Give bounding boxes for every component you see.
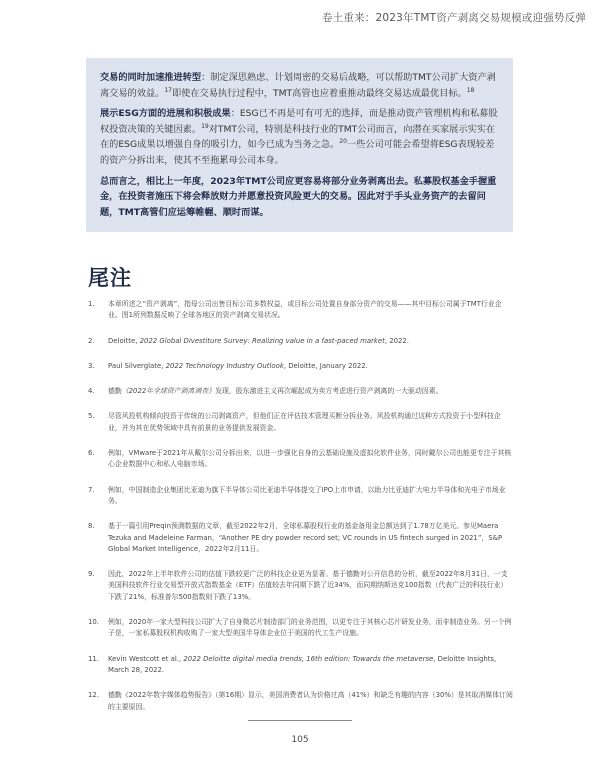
endnote-item — [88, 411, 513, 434]
footnote-ref[interactable]: 17 — [164, 86, 172, 94]
callout-paragraph-3 — [100, 174, 499, 221]
endnote-text: 例如，2020年一家大型科技公司扩大了自身微芯片制造部门的业务范围，以更专注于其核心芯片研发业务，而非制造业务。另一个例子是，一家私募股权机构收购了一家大型美国半导体企业位于美国的代工生产设施。 — [108, 618, 512, 638]
endnote-number: 7. — [88, 485, 95, 494]
endnote-text: 例如，中国制造企业集团比亚迪为旗下半导体公司比亚迪半导体提交了IPO上市申请，以助力比亚迪扩大电力半导体和光电子市场业务。 — [108, 485, 506, 505]
page-number: 105 — [291, 735, 309, 745]
endnote-source-title: 《2022年全球资产剥离调查》 — [121, 387, 216, 396]
footer-divider — [248, 720, 352, 721]
endnote-text: 基于一篇引用Preqin预测数据的文章，截至2022年2月，全球私募股权行业的基金备用金总额达到了1.78万亿美元。参见Maera Tezuka and Madeleine Farman，“Another PE dry powder record set; VC rounds in US fintech surged in 2021”，S&P Global Market Intelligence，2022年2月11日。 — [108, 522, 503, 553]
endnote-text: 例如，VMware于2021年从戴尔公司分拆出来，以进一步强化自身的云基础设施及虚拟化软件业务，同时戴尔公司也能更专注于其核心企业数据中心和私人电脑市场。 — [108, 449, 512, 469]
running-header: 卷土重来：2023年TMT资产剥离交易规模或迎强势反弹 — [321, 12, 586, 24]
endnote-item — [88, 361, 513, 372]
endnote-text: Deloitte, 2022 Global Divestiture Survey: Realizing value in a fast-paced market, 2022. — [108, 336, 409, 345]
endnotes-list — [88, 299, 513, 727]
endnote-number: 10. — [88, 618, 99, 627]
endnote-item — [88, 569, 513, 603]
endnote-item — [88, 336, 513, 347]
endnote-item — [88, 690, 513, 713]
endnote-number: 5. — [88, 412, 95, 421]
endnote-number: 9. — [88, 570, 95, 579]
footnote-ref[interactable]: 20 — [339, 138, 347, 146]
endnote-text: Kevin Westcott et al., 2022 Deloitte digital media trends, 16th edition: Towards the metaverse, Deloitte Insights, March 28, 2022. — [108, 654, 497, 674]
callout-heading-2: 展示ESG方面的进展和积极成果 — [100, 108, 231, 120]
endnote-item — [88, 299, 513, 322]
endnote-number: 11. — [88, 654, 99, 663]
endnote-number: 2. — [88, 336, 95, 345]
callout-paragraph-1: 交易的同时加速推进转型：制定深思熟虑、计划周密的交易后战略，可以帮助TMT公司扩大资产剥离交易的效益。$^{17}$即使在交易执行过程中，TMT高管也应着重推动最终交易达成最优目标。$^{18}$ — [100, 72, 496, 99]
endnote-number: 12. — [88, 691, 99, 700]
endnote-number: 4. — [88, 387, 95, 396]
endnote-source-title: 2022 Deloitte digital media trends, 16th edition: Towards the metaverse — [183, 654, 434, 663]
endnote-item — [88, 386, 513, 397]
endnote-number: 3. — [88, 361, 95, 370]
footnote-ref[interactable]: 18 — [466, 86, 475, 94]
endnote-item — [88, 617, 513, 640]
endnote-text: 德勤《2022年数字媒体趋势报告》（第16期）显示，美国消费者认为价格过高（41%）和缺乏有趣的内容（30%）是其取消媒体订阅的主要原因。 — [108, 691, 513, 711]
endnote-item — [88, 485, 513, 508]
callout-heading-1: 交易的同时加速推进转型 — [100, 72, 202, 83]
endnote-item — [88, 521, 513, 555]
endnote-source-title: 2022 Global Divestiture Survey: Realizing value in a fast-paced market — [139, 336, 385, 345]
callout-paragraph-2: 展示ESG方面的进展和积极成果：ESG已不再是可有可无的选择，而是推动资产管理机构和私募股权投资决策的关键因素。$^{19}$对TMT公司，特别是科技行业的TMT公司而言，向潜在买家展示实实在在的ESG成果以增强自身的吸引力，如今已成为当务之急。$^{20}$一些公司可能会希望将ESG表现较差的资产分拆出来，使其不至拖累母公司本身。 — [100, 108, 498, 166]
endnote-number: 8. — [88, 522, 95, 531]
section-title: 尾注 — [88, 266, 132, 290]
endnote-text: 德勤《2022年全球资产剥离调查》发现，股东激进主义再次崛起成为卖方考虑进行资产剥离的一大驱动因素。 — [108, 387, 443, 396]
endnote-item — [88, 654, 513, 677]
endnote-text: 尽管风投机构倾向投资于传统的公司剥离资产，但他们正在评估技术管理买断分拆业务。风投机构通过这种方式投资于小型科技企业，并为其在优势领域中具有前景的业务提供发展资金。 — [108, 412, 501, 432]
endnote-text: 本章所述之“资产剥离”，指母公司出售目标公司多数权益，或目标公司处置自身部分资产的交易——其中目标公司属于TMT行业企业。图1所列数据反映了全球各地区的资产剥离交易状况。 — [108, 300, 502, 320]
endnote-text: Paul Silverglate, 2022 Technology Industry Outlook, Deloitte, January 2022. — [108, 361, 368, 370]
endnote-text: 因此，2022年上半年软件公司的估值下跌较更广泛的科技企业更为显著。基于德勤对公开信息的分析，截至2022年8月31日，一支美国科技软件行业交易型开放式指数基金（ETF）估值较去年同期下跌了近34%，而同期纳斯达克100指数（代表广泛的科技行业）下跌了21%，标准普尔500指数则下跌了13%。 — [108, 570, 508, 601]
endnote-number: 1. — [88, 300, 95, 308]
callout-box — [86, 58, 513, 232]
footnote-ref[interactable]: 19 — [201, 122, 209, 130]
callout-conclusion: 总而言之，相比上一年度，2023年TMT公司应更容易将部分业务剥离出去。私募股权基金手握重金，在投资者施压下将会释放财力并愿意投资风险更大的交易。因此对于手头业务资产的去留问题，TMT高管们应运筹帷幄、顺时而谋。 — [100, 175, 497, 218]
endnote-item — [88, 448, 513, 471]
endnote-number: 6. — [88, 449, 95, 458]
endnote-source-title: 2022 Technology Industry Outlook — [165, 361, 284, 370]
